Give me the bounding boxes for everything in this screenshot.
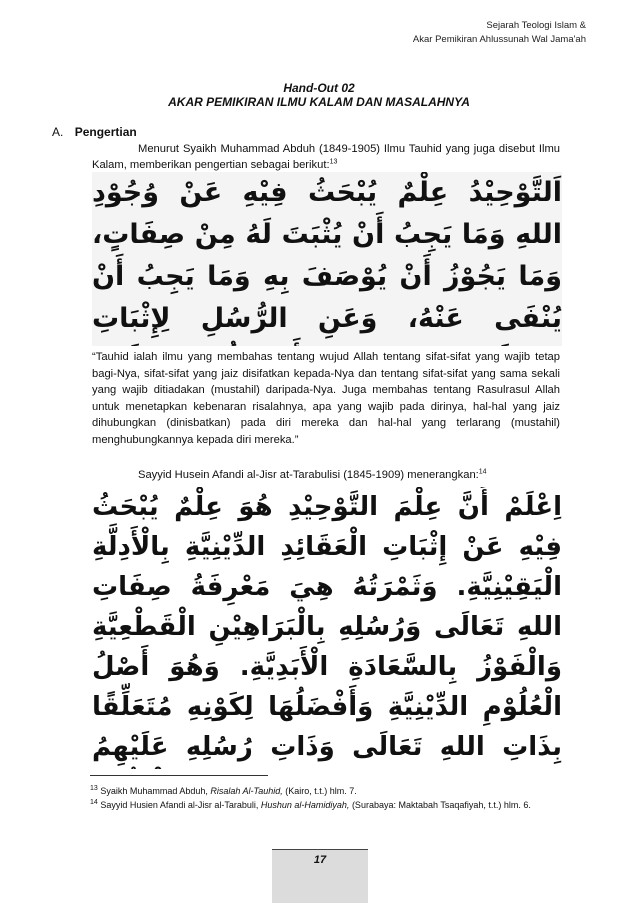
handout-number: Hand-Out 02 xyxy=(283,81,355,95)
footnote-number: 14 xyxy=(90,799,98,806)
section-heading xyxy=(52,125,137,139)
page-number: 17 xyxy=(313,854,327,866)
section-letter: A. xyxy=(52,125,64,139)
arabic-definition-2: اِعْلَمْ أَنَّ عِلْمَ التَّوْحِيْدِ هُوَ عِلْمٌ يُبْحَثُ فِيْهِ عَنْ إِثْبَاتِ الْعَقَائِدِ الدِّيْنِيَّةِ بِالْأَدِلَّةِ الْيَقِيْنِيَّةِ. وَثَمْرَتُهُ هِيَ مَعْرِفَةُ صِفَاتِ اللهِ تَعَالَى وَرُسُلِهِ بِالْبَرَاهِيْنِ الْقَطْعِيَّةِ وَالْفَوْزُ بِالسَّعَادَةِ الْأَبَدِيَّةِ. وَهُوَ أَصْلُ الْعُلُوْمِ الدِّيْنِيَّةِ وَأَفْضَلُهَا لِكَوْنِهِ مُتَعَلِّقًا بِذَاتِ اللهِ تَعَالَى وَذَاتِ رُسُلِهِ عَلَيْهِمُ xyxy=(92,492,562,762)
footnote-ref-13: 13 xyxy=(329,158,338,166)
second-intro-text: Sayyid Husein Afandi al-Jisr at-Tarabulisi (1845-1909) menerangkan: xyxy=(138,469,479,481)
footnote-ref-14: 14 xyxy=(478,468,487,476)
footnote-title: Risalah Al-Tauhid, xyxy=(210,786,283,796)
footnote-number: 13 xyxy=(90,785,98,792)
second-intro-paragraph xyxy=(138,467,568,483)
section-title: Pengertian xyxy=(74,125,137,139)
footnote-text-after: (Kairo, t.t.) hlm. 7. xyxy=(282,786,357,796)
page-title: AKAR PEMIKIRAN ILMU KALAM DAN MASALAHNYA xyxy=(168,95,470,109)
header-line-2: Akar Pemikiran Ahlussunah Wal Jama'ah xyxy=(412,34,586,45)
footnote-separator xyxy=(90,775,268,776)
footnote-text-before: Sayyid Husien Afandi al-Jisr al-Tarabuli, xyxy=(100,800,261,810)
footnote-title: Hushun al-Hamidiyah, xyxy=(260,800,350,810)
page-number-box xyxy=(272,849,368,903)
footnote-13 xyxy=(52,784,560,798)
intro-text: Menurut Syaikh Muhammad Abduh (1849-1905) Ilmu Tauhid yang juga disebut Ilmu Kalam, memberikan pengertian sebagai berikut: xyxy=(92,143,560,171)
footnote-text-after: (Surabaya: Maktabah Tsaqafiyah, t.t.) hlm. 6. xyxy=(349,800,531,810)
header-line-1: Sejarah Teologi Islam & xyxy=(486,20,586,31)
footnotes xyxy=(52,784,560,812)
footnote-14 xyxy=(52,798,560,812)
footnote-text-before: Syaikh Muhammad Abduh, xyxy=(100,786,211,796)
running-header xyxy=(413,19,586,47)
translation-paragraph: “Tauhid ialah ilmu yang membahas tentang wujud Allah tentang sifat-sifat yang wajib tetap bagi-Nya, sifat-sifat yang jaiz disifatkan kepada-Nya dan tentang sifat-sifat yang sama sekali yang wajib ditiadakan (mustahil) daripada-Nya. Juga membahas tentang Rasulrasul Allah untuk menetapkan kebenaran risalahnya, apa yang wajib pada dirinya, hal-hal yang jaiz dihubungkan (dinisbatkan) pada diri mereka dan hal-hal yang terlarang (mustahil) menghubungkannya kepada diri mereka.” xyxy=(92,351,560,446)
arabic-definition-1: اَلتَّوْحِيْدُ عِلْمٌ يُبْحَثُ فِيْهِ عَنْ وُجُوْدِ اللهِ وَمَا يَجِبُ أَنْ يُثْبَتَ لَهُ مِنْ صِفَاتٍ، وَمَا يَجُوْزُ أَنْ يُوْصَفَ بِهِ وَمَا يَجِبُ أَنْ يُنْفَى عَنْهُ، وَعَنِ الرُّسُلِ لِإِثْبَاتِ xyxy=(92,172,562,346)
intro-paragraph xyxy=(92,141,560,173)
